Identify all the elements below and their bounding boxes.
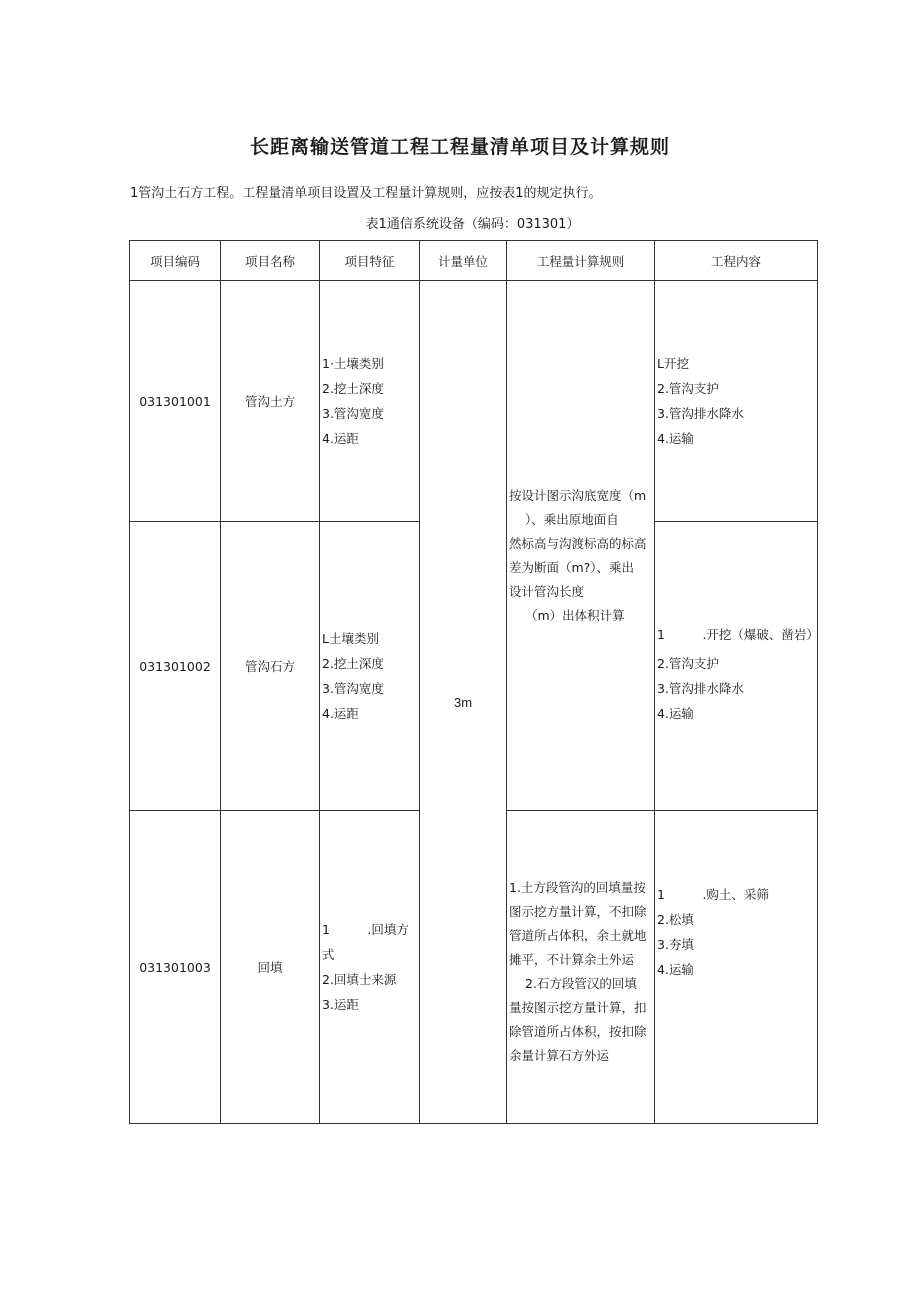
item-features (320, 281, 420, 522)
content-line: 3.夯填 (657, 937, 694, 952)
feature-line: 2.回填士来源 (322, 972, 397, 987)
quantity-table (129, 240, 818, 1124)
header-code: 项目编码 (130, 241, 221, 281)
table-row (130, 281, 818, 522)
table-header-row (130, 241, 818, 281)
content-line: 1 .开挖（爆破、凿岩） (657, 627, 819, 642)
content-line: 3.管沟排水降水 (657, 681, 744, 696)
page-title: 长距离输送管道工程工程量清单项目及计算规则 (249, 136, 670, 158)
intro-paragraph: 1管沟土石方工程。工程量清单项目设置及工程量计算规则，应按表1的规定执行。 (130, 186, 602, 201)
content-line: 3.管沟排水降水 (657, 406, 744, 421)
header-unit: 计量单位 (420, 241, 507, 281)
feature-line: 2.挖土深度 (322, 381, 384, 396)
rule-line: （m）出体积计算 (525, 607, 625, 623)
item-contents (655, 811, 818, 1124)
rule-line: 量按图示挖方量计算，扣 (509, 1000, 647, 1015)
header-features: 项目特征 (320, 241, 420, 281)
feature-line: 3.管沟宽度 (322, 681, 384, 696)
feature-line: 3.管沟宽度 (322, 406, 384, 421)
rule-line: 1.土方段管沟的回填量按 (509, 880, 646, 895)
rule-line: 然标高与沟渡标高的标高 (509, 535, 647, 551)
feature-line: 1 .回填方式 (322, 922, 409, 962)
rule-line: 按设计图示沟底宽度（m (509, 487, 647, 503)
header-name: 项目名称 (221, 241, 320, 281)
content-line: 4.运输 (657, 706, 694, 721)
feature-line: 3.运距 (322, 997, 359, 1012)
content-line: 2.管沟支护 (657, 381, 719, 396)
table-caption: 表1通信系统设备（编码：031301） (365, 217, 580, 232)
rule-line: 2.石方段管汉的回填 (525, 976, 637, 991)
rule-cell (507, 281, 655, 811)
feature-line: L土壤类别 (322, 631, 379, 646)
content-line: 2.管沟支护 (657, 656, 719, 671)
unit-cell: 3m (420, 281, 507, 1124)
rule-line: 余量计算石方外运 (509, 1048, 610, 1063)
rule-cell (507, 811, 655, 1124)
item-code: 031301001 (130, 281, 221, 522)
header-contents: 工程内容 (655, 241, 818, 281)
rule-line: ）、乘出原地面自 (525, 511, 619, 527)
rule-line: 除管道所占体积，按扣除 (509, 1024, 647, 1039)
feature-line: 4.运距 (322, 431, 359, 446)
item-name: 管沟石方 (221, 522, 320, 811)
rule-line: 图示挖方量计算，不扣除 (509, 904, 647, 919)
content-line: 4.运输 (657, 431, 694, 446)
item-code: 031301003 (130, 811, 221, 1124)
item-contents (655, 522, 818, 811)
feature-line: 1·土壤类别 (322, 356, 384, 371)
rule-line: 管道所占体积，余土就地 (509, 928, 647, 943)
item-features (320, 811, 420, 1124)
item-code: 031301002 (130, 522, 221, 811)
item-name: 回填 (221, 811, 320, 1124)
item-contents (655, 281, 818, 522)
rule-line: 差为断面（m?）、乘出 (509, 559, 635, 575)
header-rule: 工程量计算规则 (507, 241, 655, 281)
rule-line: 摊平，不计算余土外运 (509, 952, 635, 967)
item-name: 管沟土方 (221, 281, 320, 522)
rule-line: 设计管沟长度 (509, 583, 585, 599)
item-features (320, 522, 420, 811)
content-line: L开挖 (657, 356, 689, 371)
content-line: 4.运输 (657, 962, 694, 977)
feature-line: 4.运距 (322, 706, 359, 721)
content-line: 2.松填 (657, 912, 694, 927)
feature-line: 2.挖土深度 (322, 656, 384, 671)
content-line: 1 .购土、采筛 (657, 887, 769, 902)
